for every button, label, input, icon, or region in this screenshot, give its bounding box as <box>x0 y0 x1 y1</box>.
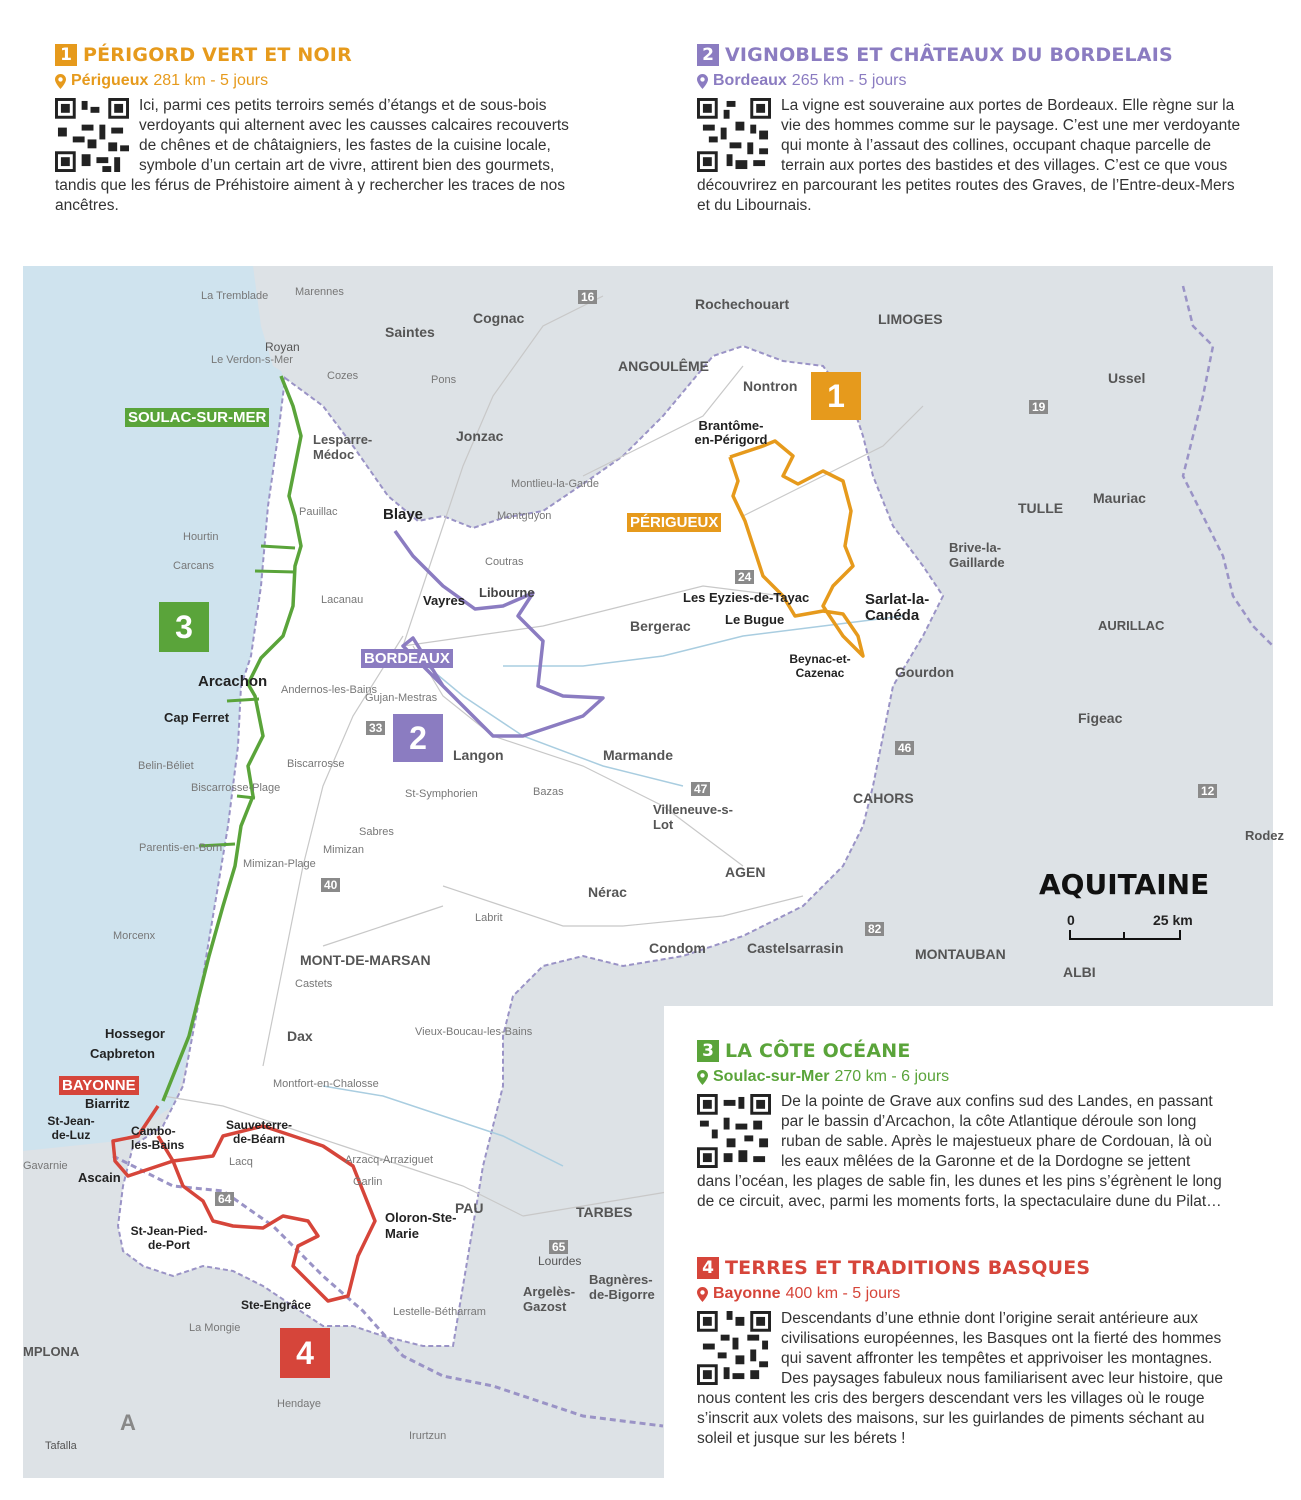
label-nontron: Nontron <box>743 378 798 394</box>
route-4-header <box>697 1257 1232 1279</box>
route-3-spur-biscarrosse <box>237 796 255 798</box>
label-small-place: Parentis-en-Born <box>139 842 223 854</box>
label-jonzac: Jonzac <box>456 428 504 444</box>
label-small-place: Cozes <box>327 370 359 382</box>
stop-capbreton[interactable]: Capbreton <box>90 1046 155 1061</box>
label-villeneuve: Villeneuve-s-Lot <box>653 802 733 832</box>
route-2-city: Bordeaux <box>713 72 787 89</box>
qr-code-icon[interactable] <box>697 1094 771 1168</box>
label-figeac: Figeac <box>1078 710 1123 726</box>
label-castelsarrasin: Castelsarrasin <box>747 940 844 956</box>
route-3-spur-lacanau <box>255 571 295 572</box>
start-label-soulac[interactable]: SOULAC-SUR-MER <box>125 408 269 427</box>
route-4-map-number[interactable]: 4 <box>280 1328 330 1378</box>
label-mauriac: Mauriac <box>1093 490 1146 506</box>
label-small-place: Carcans <box>173 560 214 572</box>
label-langon: Langon <box>453 747 504 763</box>
label-tafalla: Tafalla <box>45 1440 77 1452</box>
route-2-stats: 265 km - 5 jours <box>791 72 907 89</box>
label-nerac: Nérac <box>588 884 627 900</box>
label-small-place: Gavarnie <box>23 1160 68 1172</box>
route-1-title: PÉRIGORD VERT ET NOIR <box>83 44 352 66</box>
label-pau: PAU <box>455 1200 484 1216</box>
scale-zero: 0 <box>1067 912 1075 928</box>
route-1-map-number[interactable]: 1 <box>811 372 861 420</box>
label-mont-de-marsan: MONT-DE-MARSAN <box>300 952 431 968</box>
label-montauban: MONTAUBAN <box>915 946 1006 962</box>
route-1-meta <box>55 72 575 90</box>
label-ussel: Ussel <box>1108 370 1146 386</box>
stop-libourne[interactable]: Libourne <box>479 585 535 600</box>
stop-ste-engrace[interactable]: Ste-Engrâce <box>241 1298 312 1312</box>
stop-st-jean-pied[interactable]: St-Jean-Pied-de-Port <box>130 1224 208 1252</box>
route-3-map-number[interactable]: 3 <box>159 602 209 652</box>
label-small-place: Morcenx <box>113 930 156 942</box>
qr-code-icon[interactable] <box>697 98 771 172</box>
label-small-place: Montguyon <box>497 510 552 522</box>
country-letter: A <box>120 1410 136 1435</box>
road-sign: 47 <box>691 782 710 796</box>
route-4-meta <box>697 1285 1232 1303</box>
stop-vayres[interactable]: Vayres <box>423 593 465 608</box>
route-2-description <box>697 96 1247 216</box>
stop-hossegor[interactable]: Hossegor <box>105 1026 165 1041</box>
label-small-place: Lacanau <box>321 594 364 606</box>
start-label-bayonne[interactable]: BAYONNE <box>59 1076 139 1095</box>
route-2-header <box>697 44 1247 66</box>
label-saintes: Saintes <box>385 324 435 340</box>
label-tarbes: TARBES <box>576 1204 633 1220</box>
stop-st-jean-de-luz[interactable]: St-Jean-de-Luz <box>47 1114 95 1142</box>
route-3-city: Soulac-sur-Mer <box>713 1068 830 1085</box>
label-bagneres: Bagnères-de-Bigorre <box>589 1272 655 1302</box>
label-small-place: La Mongie <box>189 1322 241 1334</box>
route-4-title: TERRES ET TRADITIONS BASQUES <box>725 1257 1091 1279</box>
label-small-place: Marennes <box>295 286 344 298</box>
pin-icon <box>697 1287 708 1302</box>
label-lesparre: Lesparre-Médoc <box>313 432 373 462</box>
route-3-header <box>697 1040 1227 1062</box>
route-1-text: Ici, parmi ces petits terroirs semés d’étangs et de sous-bois verdoyants qui alternent avec les causses calcaires recouverts de chênes et de châtaigniers, les fastes de la cuisine locale, symbole d’un certain art de vivre, attirent bien des gourmets, tandis que les férus de Préhistoire aiment à y rechercher les traces de nos ancêtres. <box>55 97 569 214</box>
route-2-meta <box>697 72 1247 90</box>
road-sign: 65 <box>549 1240 568 1254</box>
label-small-place: Pauillac <box>299 506 338 518</box>
start-label-perigueux[interactable]: PÉRIGUEUX <box>627 513 721 532</box>
label-small-place: Gujan-Mestras <box>365 692 438 704</box>
stop-biarritz[interactable]: Biarritz <box>85 1096 130 1111</box>
label-small-place: Hourtin <box>183 531 219 543</box>
stop-oloron[interactable]: Oloron-Ste-Marie <box>385 1210 457 1241</box>
route-3-stats: 270 km - 6 jours <box>834 1068 950 1085</box>
start-label-bordeaux[interactable]: BORDEAUX <box>361 649 453 668</box>
route-1-header <box>55 44 575 66</box>
road-sign: 82 <box>865 922 884 936</box>
route-3-spur-capferret <box>227 699 259 701</box>
stop-cambo[interactable]: Cambo-les-Bains <box>131 1124 185 1152</box>
route-3-block <box>697 1040 1227 1212</box>
label-small-place: Coutras <box>485 556 524 568</box>
route-1-city: Périgueux <box>71 72 149 89</box>
label-small-place: Bazas <box>533 786 564 798</box>
label-small-place: Pons <box>431 374 457 386</box>
stop-le-bugue[interactable]: Le Bugue <box>725 612 785 627</box>
label-rochechouart: Rochechouart <box>695 296 790 312</box>
road-sign: 24 <box>735 570 754 584</box>
label-small-place: Mimizan-Plage <box>243 858 316 870</box>
scale-km: 25 km <box>1153 912 1193 928</box>
label-royan: Royan <box>265 340 300 354</box>
label-agen: AGEN <box>725 864 766 880</box>
label-small-place: Montfort-en-Chalosse <box>273 1078 379 1090</box>
stop-beynac[interactable]: Beynac-et-Cazenac <box>789 652 851 680</box>
label-small-place: Belin-Béliet <box>138 760 194 772</box>
road-sign: 64 <box>215 1192 234 1206</box>
route-1-block <box>55 44 575 216</box>
route-3-description <box>697 1092 1227 1212</box>
label-rodez: Rodez <box>1245 828 1284 843</box>
route-2-text: La vigne est souveraine aux portes de Bordeaux. Elle règne sur la vie des hommes comme sur le paysage. C’est une mer verdoyante qui monte à l’assaut des collines, occupant chaque parcelle de terrain aux portes des bastides et des villages. C’est ce que vous découvrirez en parcourant les petites routes des Graves, de l’Entre-deux-Mers et du Libournais. <box>697 97 1241 214</box>
route-4-stats: 400 km - 5 jours <box>785 1285 901 1302</box>
label-small-place: Garlin <box>353 1176 383 1188</box>
route-1-stats: 281 km - 5 jours <box>153 72 269 89</box>
pin-icon <box>697 1070 708 1085</box>
route-4-number: 4 <box>697 1257 719 1279</box>
label-small-place: Labrit <box>475 912 503 924</box>
road-sign: 33 <box>366 721 385 735</box>
region-title: AQUITAINE <box>1039 868 1210 901</box>
label-bergerac: Bergerac <box>630 618 691 634</box>
label-albi: ALBI <box>1063 964 1096 980</box>
label-aurillac: AURILLAC <box>1098 618 1165 633</box>
route-4-description <box>697 1309 1232 1449</box>
label-cognac: Cognac <box>473 310 525 326</box>
road-sign: 19 <box>1029 400 1048 414</box>
stop-les-eyzies[interactable]: Les Eyzies-de-Tayac <box>683 590 810 605</box>
stop-arcachon[interactable]: Arcachon <box>198 673 268 690</box>
road-sign: 46 <box>895 741 914 755</box>
pin-icon <box>55 74 66 89</box>
label-small-place: Biscarrosse-Plage <box>191 782 281 794</box>
label-cahors: CAHORS <box>853 790 914 806</box>
stop-sarlat[interactable]: Sarlat-la-Canéda <box>865 591 930 624</box>
label-dax: Dax <box>287 1028 313 1044</box>
label-pamplona: MPLONA <box>23 1344 80 1359</box>
label-small-place: Lacq <box>229 1156 253 1168</box>
route-2-title: VIGNOBLES ET CHÂTEAUX DU BORDELAIS <box>725 44 1173 66</box>
road-sign: 40 <box>321 878 340 892</box>
scale-bar <box>1067 912 1207 948</box>
label-small-place: Hendaye <box>277 1398 322 1410</box>
label-condom: Condom <box>649 940 706 956</box>
route-2-map-number[interactable]: 2 <box>393 714 443 762</box>
label-small-place: Vieux-Boucau-les-Bains <box>415 1026 533 1038</box>
label-brive: Brive-la-Gaillarde <box>949 540 1005 570</box>
route-4-text: Descendants d’une ethnie dont l’origine serait antérieure aux civilisations européennes, les Basques ont la fierté des hommes qui savent affronter les tempêtes et apprivoiser les montagnes. Des paysages fabuleux nous familiarisent avec leur histoire, que nous content les cris des bergers descendant vers les villages où le rouge s’inscrit aux volets des maisons, sur les guirlandes de piments séchant au soleil et jusque sur les bérets ! <box>697 1310 1223 1447</box>
stop-sauveterre[interactable]: Sauveterre-de-Béarn <box>225 1118 293 1146</box>
label-limoges: LIMOGES <box>878 311 943 327</box>
qr-code-icon[interactable] <box>55 98 129 172</box>
scale-line <box>1069 930 1181 940</box>
stop-cap-ferret[interactable]: Cap Ferret <box>164 710 230 725</box>
route-3-text: De la pointe de Grave aux confins sud des Landes, en passant par le bassin d’Arcachon, la côte Atlantique déroule son long ruban de sable. Après le majestueux phare de Cordouan, là où les eaux mêlées de la Garonne et de la Dordogne se jettent dans l’océan, les plages de sable fin, les dunes et les pins s’égrènent le long de ce circuit, avec, parmi les moments forts, la spectaculaire dune du Pilat… <box>697 1093 1222 1210</box>
label-marmande: Marmande <box>603 747 674 763</box>
label-angouleme: ANGOULÊME <box>618 358 709 374</box>
route-4-block <box>697 1257 1232 1449</box>
pin-icon <box>697 74 708 89</box>
route-3-spur-carcans <box>261 546 295 548</box>
label-small-place: La Tremblade <box>201 290 269 302</box>
label-small-place: Mimizan <box>323 844 364 856</box>
label-small-place: Le Verdon-s-Mer <box>211 354 293 366</box>
label-small-place: Lestelle-Bétharram <box>393 1306 486 1318</box>
route-3-title: LA CÔTE OCÉANE <box>725 1040 911 1062</box>
route-2-block <box>697 44 1247 216</box>
label-small-place: St-Symphorien <box>405 788 478 800</box>
label-small-place: Irurtzun <box>409 1430 447 1442</box>
route-4-city: Bayonne <box>713 1285 781 1302</box>
label-small-place: Arzacq-Arraziguet <box>345 1154 434 1166</box>
scale-mid-tick <box>1123 932 1125 940</box>
label-small-place: Montlieu-la-Garde <box>511 478 600 490</box>
qr-code-icon[interactable] <box>697 1311 771 1385</box>
label-gourdon: Gourdon <box>895 664 955 680</box>
label-lourdes: Lourdes <box>538 1254 582 1268</box>
route-3-number: 3 <box>697 1040 719 1062</box>
stop-brantome[interactable]: Brantôme-en-Périgord <box>694 418 768 447</box>
label-tulle: TULLE <box>1018 500 1064 516</box>
label-small-place: Sabres <box>359 826 394 838</box>
label-argeles: Argelès-Gazost <box>523 1284 576 1314</box>
route-3-meta <box>697 1068 1227 1086</box>
route-2-number: 2 <box>697 44 719 66</box>
road-sign: 16 <box>578 290 597 304</box>
road-sign: 12 <box>1198 784 1217 798</box>
label-small-place: Castets <box>295 978 333 990</box>
route-1-number: 1 <box>55 44 77 66</box>
stop-ascain[interactable]: Ascain <box>78 1170 121 1185</box>
label-small-place: Andernos-les-Bains <box>281 684 377 696</box>
label-small-place: Biscarrosse <box>287 758 345 770</box>
stop-blaye[interactable]: Blaye <box>383 506 424 523</box>
route-1-description <box>55 96 575 216</box>
